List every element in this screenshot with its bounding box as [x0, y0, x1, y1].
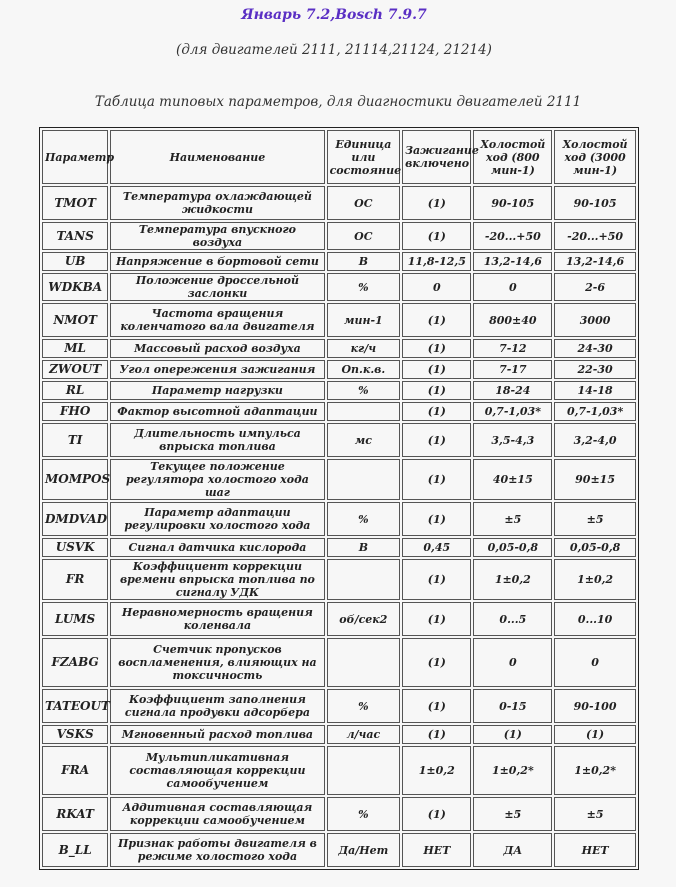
column-header-name: Наименование: [110, 130, 324, 184]
idle-800-cell: 0: [473, 273, 552, 301]
unit-cell: %: [327, 381, 401, 400]
idle-3000-cell: 2-6: [554, 273, 636, 301]
table-row: [42, 689, 636, 723]
ignition-cell: 0,45: [402, 538, 471, 557]
ignition-cell: НЕТ: [402, 833, 471, 867]
ignition-cell: (1): [402, 222, 471, 250]
param-cell: ZWOUT: [42, 360, 108, 379]
table-row: [42, 797, 636, 831]
column-header-idle-800: Холостой ход (800 мин-1): [473, 130, 552, 184]
name-cell: Фактор высотной адаптации: [110, 402, 324, 421]
unit-cell: об/сек2: [327, 602, 401, 636]
name-cell: Коэффициент заполнения сигнала продувки адсорбера: [110, 689, 324, 723]
param-cell: FZABG: [42, 638, 108, 687]
name-cell: Счетчик пропусков воспламенения, влияющих на токсичность: [110, 638, 324, 687]
param-cell: FRA: [42, 746, 108, 795]
ignition-cell: (1): [402, 423, 471, 457]
idle-3000-cell: -20...+50: [554, 222, 636, 250]
name-cell: Мультипликативная составляющая коррекции самообучением: [110, 746, 324, 795]
ignition-cell: (1): [402, 725, 471, 744]
table-row: [42, 602, 636, 636]
ignition-cell: (1): [402, 502, 471, 536]
table-body: [42, 186, 636, 867]
ignition-cell: (1): [402, 381, 471, 400]
param-cell: USVK: [42, 538, 108, 557]
unit-cell: [327, 638, 401, 687]
table-row: [42, 538, 636, 557]
idle-800-cell: 40±15: [473, 459, 552, 500]
table-row: [42, 502, 636, 536]
name-cell: Температура охлаждающей жидкости: [110, 186, 324, 220]
ignition-cell: (1): [402, 797, 471, 831]
table-row: [42, 833, 636, 867]
idle-800-cell: ±5: [473, 502, 552, 536]
ignition-cell: (1): [402, 689, 471, 723]
idle-800-cell: 0: [473, 638, 552, 687]
idle-3000-cell: 0: [554, 638, 636, 687]
idle-800-cell: 0...5: [473, 602, 552, 636]
name-cell: Длительность импульса впрыска топлива: [110, 423, 324, 457]
table-caption: Таблица типовых параметров, для диагностики двигателей 2111: [94, 94, 582, 110]
idle-3000-cell: 1±0,2: [554, 559, 636, 600]
param-cell: WDKBA: [42, 273, 108, 301]
param-cell: VSKS: [42, 725, 108, 744]
unit-cell: Да/Нет: [327, 833, 401, 867]
table-row: [42, 222, 636, 250]
idle-3000-cell: 14-18: [554, 381, 636, 400]
ignition-cell: (1): [402, 303, 471, 337]
table-row: [42, 273, 636, 301]
name-cell: Параметр нагрузки: [110, 381, 324, 400]
idle-3000-cell: 24-30: [554, 339, 636, 358]
parameters-table: [39, 127, 639, 870]
ignition-cell: (1): [402, 402, 471, 421]
unit-cell: %: [327, 797, 401, 831]
name-cell: Напряжение в бортовой сети: [110, 252, 324, 271]
idle-800-cell: 0-15: [473, 689, 552, 723]
param-cell: B_LL: [42, 833, 108, 867]
name-cell: Температура впускного воздуха: [110, 222, 324, 250]
unit-cell: кг/ч: [327, 339, 401, 358]
idle-3000-cell: 3000: [554, 303, 636, 337]
param-cell: TATEOUT: [42, 689, 108, 723]
name-cell: Мгновенный расход топлива: [110, 725, 324, 744]
param-cell: RL: [42, 381, 108, 400]
table-row: [42, 559, 636, 600]
table-row: [42, 339, 636, 358]
unit-cell: В: [327, 252, 401, 271]
ignition-cell: (1): [402, 602, 471, 636]
ignition-cell: (1): [402, 339, 471, 358]
idle-3000-cell: 0,7-1,03*: [554, 402, 636, 421]
idle-3000-cell: 22-30: [554, 360, 636, 379]
idle-3000-cell: 1±0,2*: [554, 746, 636, 795]
idle-800-cell: 7-12: [473, 339, 552, 358]
param-cell: NMOT: [42, 303, 108, 337]
param-cell: TI: [42, 423, 108, 457]
table-header-row: [42, 130, 636, 184]
param-cell: FR: [42, 559, 108, 600]
unit-cell: [327, 559, 401, 600]
table-row: [42, 423, 636, 457]
idle-3000-cell: 90±15: [554, 459, 636, 500]
unit-cell: Оп.к.в.: [327, 360, 401, 379]
table-row: [42, 402, 636, 421]
ignition-cell: 1±0,2: [402, 746, 471, 795]
param-cell: TANS: [42, 222, 108, 250]
idle-3000-cell: 0,05-0,8: [554, 538, 636, 557]
ignition-cell: 0: [402, 273, 471, 301]
table-row: [42, 459, 636, 500]
unit-cell: ОС: [327, 222, 401, 250]
name-cell: Положение дроссельной заслонки: [110, 273, 324, 301]
name-cell: Текущее положение регулятора холостого хода шаг: [110, 459, 324, 500]
param-cell: LUMS: [42, 602, 108, 636]
ignition-cell: (1): [402, 186, 471, 220]
idle-3000-cell: 13,2-14,6: [554, 252, 636, 271]
idle-800-cell: ДА: [473, 833, 552, 867]
idle-3000-cell: 90-105: [554, 186, 636, 220]
table-row: [42, 252, 636, 271]
param-cell: TMOT: [42, 186, 108, 220]
idle-800-cell: ±5: [473, 797, 552, 831]
name-cell: Массовый расход воздуха: [110, 339, 324, 358]
name-cell: Угол опережения зажигания: [110, 360, 324, 379]
param-cell: RKAT: [42, 797, 108, 831]
idle-3000-cell: 90-100: [554, 689, 636, 723]
unit-cell: [327, 459, 401, 500]
ignition-cell: (1): [402, 360, 471, 379]
name-cell: Сигнал датчика кислорода: [110, 538, 324, 557]
column-header-ignition: Зажигание включено: [402, 130, 471, 184]
table-row: [42, 186, 636, 220]
idle-3000-cell: 0...10: [554, 602, 636, 636]
table-row: [42, 381, 636, 400]
idle-3000-cell: НЕТ: [554, 833, 636, 867]
idle-800-cell: 7-17: [473, 360, 552, 379]
unit-cell: [327, 746, 401, 795]
param-cell: UB: [42, 252, 108, 271]
table-row: [42, 746, 636, 795]
param-cell: MOMPOS: [42, 459, 108, 500]
param-cell: FHO: [42, 402, 108, 421]
name-cell: Аддитивная составляющая коррекции самообучением: [110, 797, 324, 831]
idle-800-cell: 90-105: [473, 186, 552, 220]
ignition-cell: (1): [402, 638, 471, 687]
unit-cell: %: [327, 273, 401, 301]
document-subtitle: (для двигателей 2111, 21114,21124, 21214): [176, 42, 492, 58]
unit-cell: л/час: [327, 725, 401, 744]
idle-800-cell: 1±0,2*: [473, 746, 552, 795]
unit-cell: %: [327, 689, 401, 723]
name-cell: Коэффициент коррекции времени впрыска топлива по сигналу УДК: [110, 559, 324, 600]
name-cell: Параметр адаптации регулировки холостого хода: [110, 502, 324, 536]
ignition-cell: 11,8-12,5: [402, 252, 471, 271]
name-cell: Неравномерность вращения коленвала: [110, 602, 324, 636]
idle-800-cell: 0,05-0,8: [473, 538, 552, 557]
table-row: [42, 360, 636, 379]
idle-800-cell: 13,2-14,6: [473, 252, 552, 271]
unit-cell: мс: [327, 423, 401, 457]
column-header-idle-3000: Холостой ход (3000 мин-1): [554, 130, 636, 184]
ignition-cell: (1): [402, 459, 471, 500]
idle-800-cell: 800±40: [473, 303, 552, 337]
table-row: [42, 303, 636, 337]
idle-3000-cell: ±5: [554, 797, 636, 831]
idle-800-cell: 1±0,2: [473, 559, 552, 600]
idle-800-cell: 18-24: [473, 381, 552, 400]
param-cell: ML: [42, 339, 108, 358]
unit-cell: %: [327, 502, 401, 536]
column-header-param: Параметр: [42, 130, 108, 184]
document-title: Январь 7.2,Bosch 7.9.7: [241, 7, 427, 23]
idle-3000-cell: (1): [554, 725, 636, 744]
idle-800-cell: -20...+50: [473, 222, 552, 250]
unit-cell: мин-1: [327, 303, 401, 337]
name-cell: Признак работы двигателя в режиме холостого хода: [110, 833, 324, 867]
param-cell: DMDVAD: [42, 502, 108, 536]
unit-cell: В: [327, 538, 401, 557]
idle-3000-cell: ±5: [554, 502, 636, 536]
column-header-unit: Единица или состояние: [327, 130, 401, 184]
ignition-cell: (1): [402, 559, 471, 600]
table-row: [42, 725, 636, 744]
table-row: [42, 638, 636, 687]
name-cell: Частота вращения коленчатого вала двигателя: [110, 303, 324, 337]
unit-cell: ОС: [327, 186, 401, 220]
idle-800-cell: 3,5-4,3: [473, 423, 552, 457]
unit-cell: [327, 402, 401, 421]
idle-3000-cell: 3,2-4,0: [554, 423, 636, 457]
idle-800-cell: 0,7-1,03*: [473, 402, 552, 421]
idle-800-cell: (1): [473, 725, 552, 744]
